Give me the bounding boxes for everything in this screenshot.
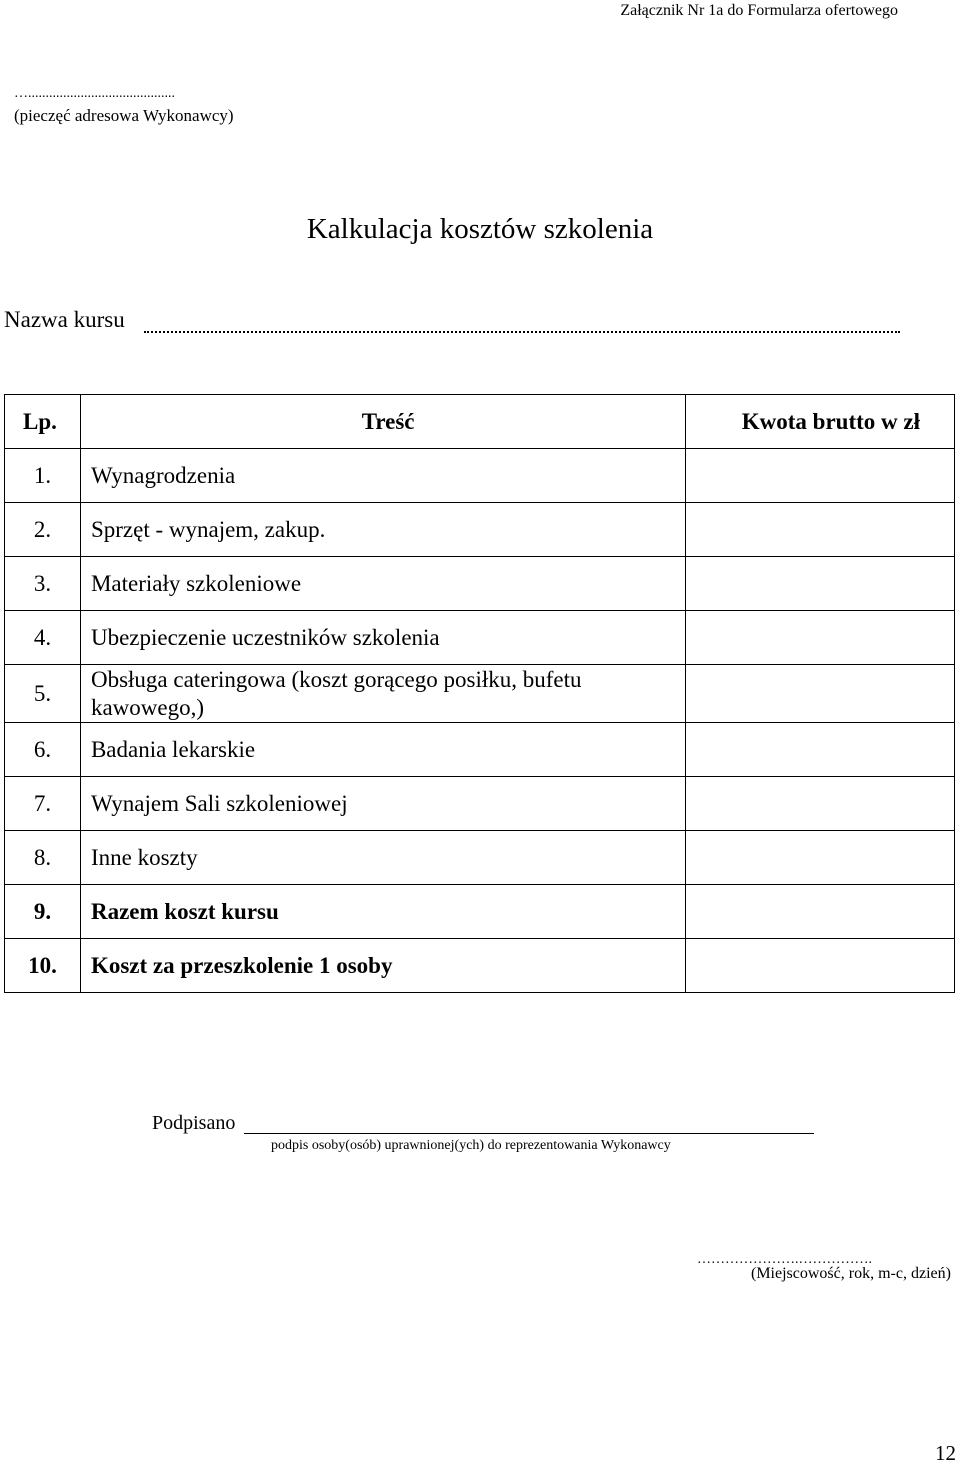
table-row	[5, 831, 955, 885]
row-description: Inne koszty	[80, 831, 685, 885]
row-amount-cell[interactable]	[686, 723, 955, 777]
place-date-label: (Miejscowość, rok, m-c, dzień)	[751, 1265, 951, 1282]
row-amount-cell[interactable]	[686, 557, 955, 611]
row-number: 8.	[5, 831, 81, 885]
row-description: Ubezpieczenie uczestników szkolenia	[80, 611, 685, 665]
cost-table	[4, 394, 955, 993]
row-description: Badania lekarskie	[80, 723, 685, 777]
table-header-row	[5, 395, 955, 449]
row-number: 5.	[5, 665, 81, 723]
row-description: Materiały szkoleniowe	[80, 557, 685, 611]
table-row	[5, 723, 955, 777]
row-amount-cell[interactable]	[686, 885, 955, 939]
table-row	[5, 665, 955, 723]
annex-note: Załącznik Nr 1a do Formularza ofertowego	[620, 2, 898, 19]
row-amount-cell[interactable]	[686, 777, 955, 831]
header-content: Treść	[80, 395, 685, 449]
row-description: Wynajem Sali szkoleniowej	[80, 777, 685, 831]
row-number: 4.	[5, 611, 81, 665]
row-number: 2.	[5, 503, 81, 557]
row-number: 10.	[5, 939, 81, 993]
signature-line[interactable]	[244, 1133, 814, 1134]
table-row	[5, 611, 955, 665]
table-row	[5, 777, 955, 831]
course-name-field[interactable]	[144, 331, 900, 333]
row-number: 9.	[5, 885, 81, 939]
row-amount-cell[interactable]	[686, 665, 955, 723]
row-description: Obsługa cateringowa (koszt gorącego posiłku, bufetu kawowego,)	[80, 665, 685, 723]
row-number: 7.	[5, 777, 81, 831]
row-number: 3.	[5, 557, 81, 611]
course-name-label: Nazwa kursu	[4, 307, 125, 332]
table-row	[5, 503, 955, 557]
place-date-dots[interactable]: ………………….…………….	[697, 1252, 872, 1267]
table-row-total	[5, 885, 955, 939]
document-title: Kalkulacja kosztów szkolenia	[306, 213, 654, 245]
table-row	[5, 557, 955, 611]
row-amount-cell[interactable]	[686, 503, 955, 557]
row-number: 6.	[5, 723, 81, 777]
page-number: 12	[935, 1441, 956, 1465]
row-amount-cell[interactable]	[686, 939, 955, 993]
row-description: Koszt za przeszkolenie 1 osoby	[80, 939, 685, 993]
header-lp: Lp.	[5, 395, 81, 449]
stamp-dots: …..........................................	[14, 86, 175, 101]
signature-label: Podpisano	[152, 1112, 236, 1134]
row-description: Wynagrodzenia	[80, 449, 685, 503]
table-row	[5, 449, 955, 503]
row-amount-cell[interactable]	[686, 831, 955, 885]
header-amount: Kwota brutto w zł	[686, 395, 955, 449]
row-amount-cell[interactable]	[686, 611, 955, 665]
row-amount-cell[interactable]	[686, 449, 955, 503]
stamp-label: (pieczęć adresowa Wykonawcy)	[14, 106, 234, 125]
row-number: 1.	[5, 449, 81, 503]
table-row-per-person	[5, 939, 955, 993]
row-description: Sprzęt - wynajem, zakup.	[80, 503, 685, 557]
signature-caption: podpis osoby(osób) uprawnionej(ych) do reprezentowania Wykonawcy	[271, 1138, 671, 1153]
row-description: Razem koszt kursu	[80, 885, 685, 939]
